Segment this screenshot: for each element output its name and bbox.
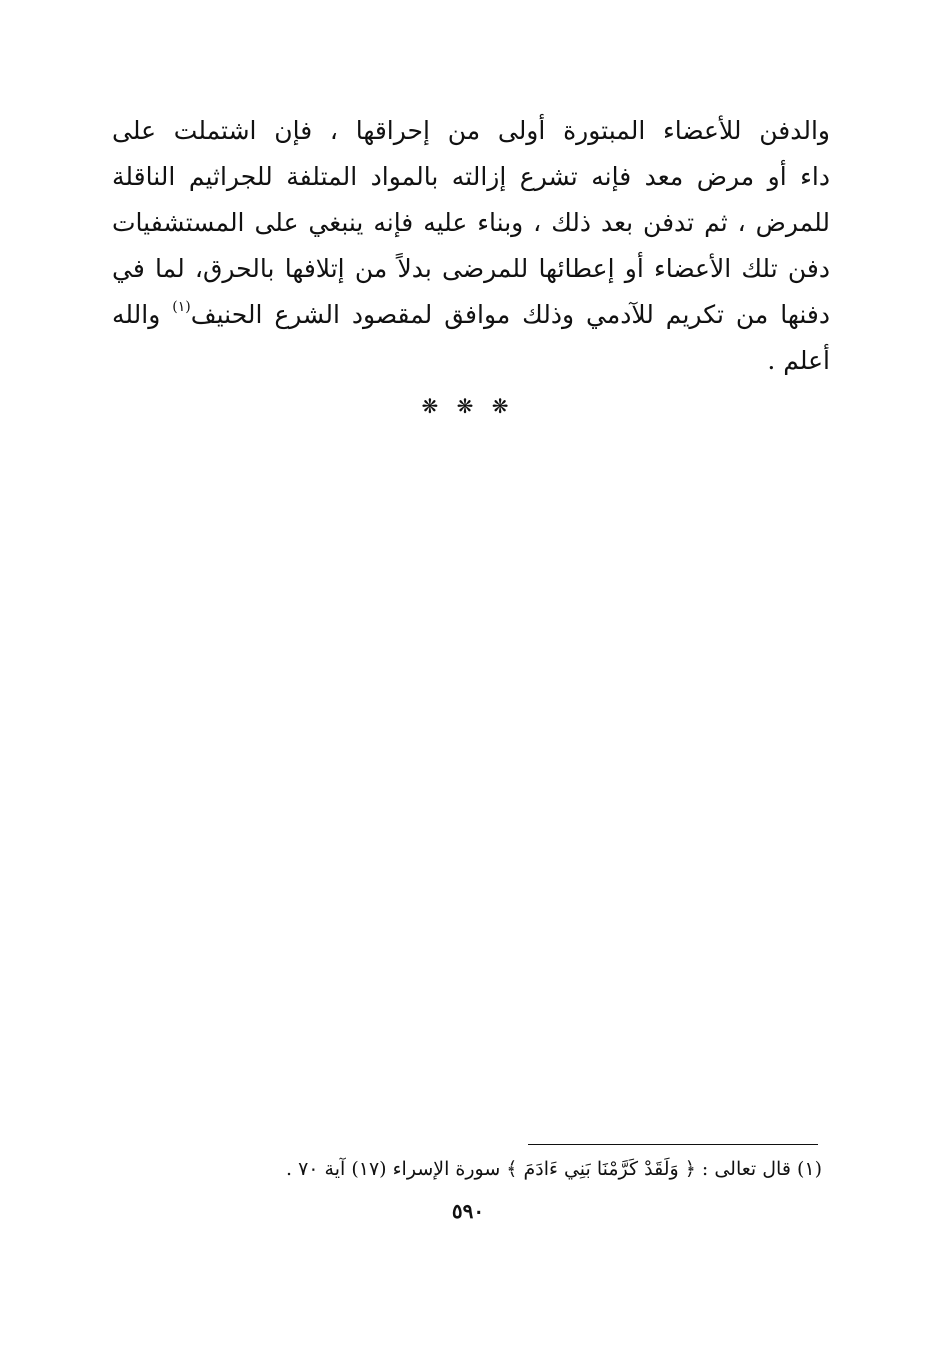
text-line: والدفن للأعضاء المبتورة أولى من إحراقها ، فإن اشتملت على [112,116,830,145]
text-line: للمرض ، ثم تدفن بعد ذلك ، وبناء عليه فإنه ينبغي على المستشفيات [112,208,830,237]
page-number: ٥٩٠ [451,1199,485,1223]
text-line: دفن تلك الأعضاء أو إعطائها للمرضى بدلاً من إتلافها بالحرق، لما في [112,254,830,283]
footnote-divider [528,1144,818,1145]
text-line: داء أو مرض معد فإنه تشرع إزالته بالمواد المتلفة للجراثيم الناقلة [112,162,830,191]
text-segment: والله [112,300,161,329]
main-paragraph [112,108,830,384]
text-segment: دفنها من تكريم للآدمي وذلك موافق لمقصود الشرع الحنيف [190,300,830,329]
footnote-text: (١) قال تعالى : ﴿ وَلَقَدْ كَرَّمْنَا بَنِي ءَادَمَ ﴾ سورة الإسراء (١٧) آية ٧٠ . [285,1158,822,1180]
section-separator-ornament: ❋ ❋ ❋ [421,394,515,418]
footnote-reference[interactable]: (١) [172,299,191,315]
text-line: أعلم . [767,346,830,375]
text-line-with-footnote [112,292,830,338]
